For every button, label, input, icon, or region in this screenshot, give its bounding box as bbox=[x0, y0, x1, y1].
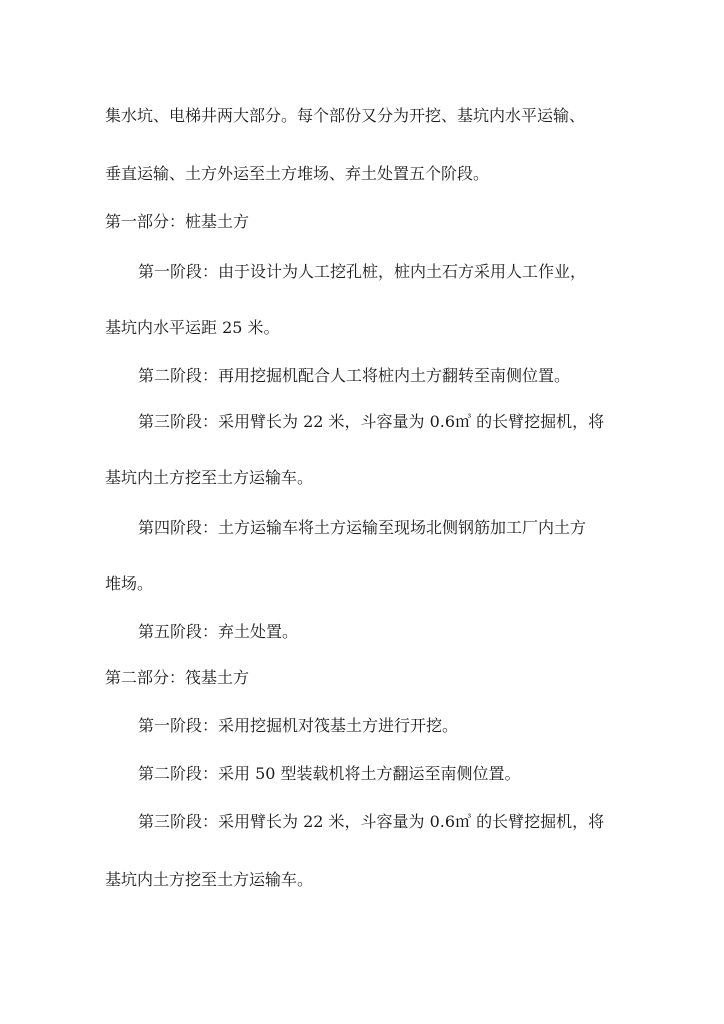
text-line: 集水坑、电梯井两大部分。每个部份又分为开挖、基坑内水平运输、 bbox=[105, 106, 586, 125]
text-line: 第二阶段：再用挖掘机配合人工将桩内土方翻转至南侧位置。 bbox=[138, 366, 571, 385]
text-line: 第一阶段：由于设计为人工挖孔桩，桩内土石方采用人工作业， bbox=[138, 262, 587, 281]
text-line: 第五阶段：弃土处置。 bbox=[138, 622, 299, 641]
text-line: 第三阶段：采用臂长为 22 米，斗容量为 0.6㎥ 的长臂挖掘机，将 bbox=[138, 812, 605, 831]
section-heading: 第二部分：筏基土方 bbox=[105, 668, 250, 687]
text-line: 第四阶段：土方运输车将土方运输至现场北侧钢筋加工厂内土方 bbox=[138, 518, 587, 537]
text-line: 基坑内水平运距 25 米。 bbox=[105, 318, 280, 337]
section-heading: 第一部分：桩基土方 bbox=[105, 212, 250, 231]
text-line: 第三阶段：采用臂长为 22 米，斗容量为 0.6㎥ 的长臂挖掘机，将 bbox=[138, 412, 605, 431]
text-line: 第一阶段：采用挖掘机对筏基土方进行开挖。 bbox=[138, 716, 459, 735]
text-line: 垂直运输、土方外运至土方堆场、弃土处置五个阶段。 bbox=[105, 164, 490, 183]
text-line: 基坑内土方挖至土方运输车。 bbox=[105, 870, 314, 889]
text-line: 堆场。 bbox=[105, 574, 154, 593]
text-line: 基坑内土方挖至土方运输车。 bbox=[105, 468, 314, 487]
text-line: 第二阶段：采用 50 型装载机将土方翻运至南侧位置。 bbox=[138, 764, 521, 783]
